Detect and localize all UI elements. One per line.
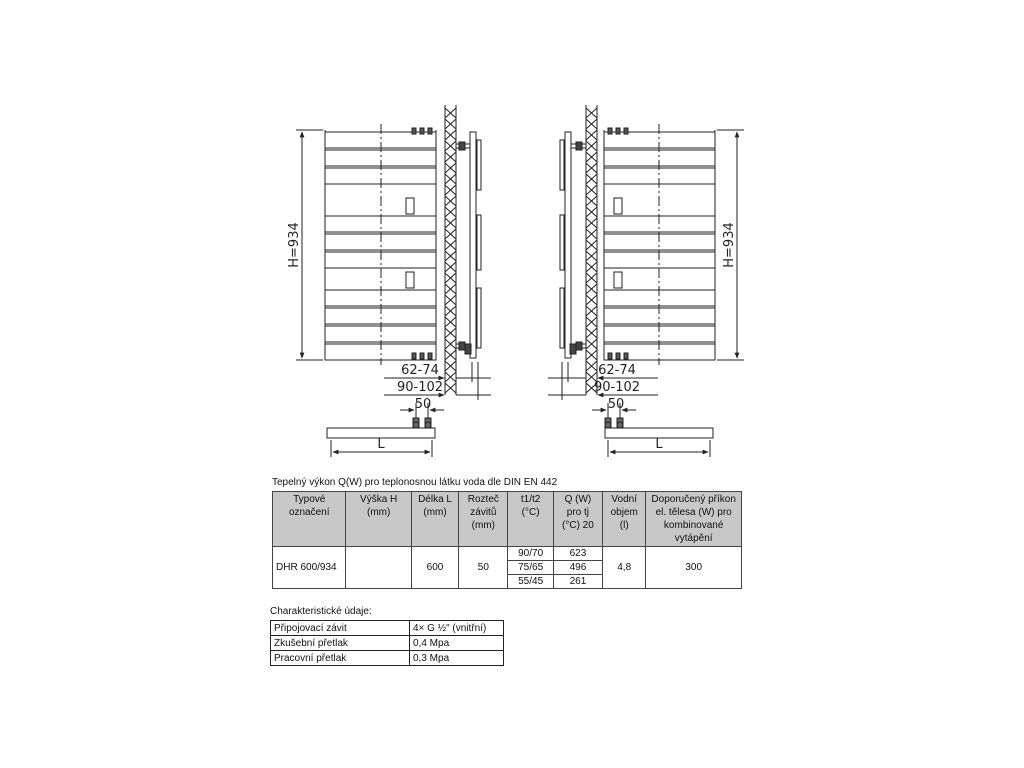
length-label-left: L (377, 437, 385, 452)
performance-table (272, 491, 742, 589)
header-length: Délka L (mm) (411, 492, 458, 547)
thread-spacing-left: 50 (414, 397, 432, 412)
connection-range-right: 62-74 (598, 363, 636, 378)
header-power: Doporučený příkon el. tělesa (W) pro kombinované vytápění (646, 492, 742, 547)
char-value: 0,4 Mpa (410, 636, 504, 651)
header-type: Typové označení (273, 492, 346, 547)
header-volume: Vodní objem (l) (603, 492, 646, 547)
performance-header-row (273, 492, 742, 547)
header-height: Výška H (mm) (346, 492, 411, 547)
header-temps: t1/t2 (°C) (508, 492, 553, 547)
height-label-right: H=934 (722, 222, 737, 268)
cell-volume: 4,8 (603, 547, 646, 589)
left-front-view (296, 124, 436, 365)
connection-range-left: 62-74 (401, 363, 439, 378)
depth-range-right: 90-102 (593, 380, 641, 395)
table-row (271, 651, 504, 666)
length-label-right: L (655, 437, 663, 452)
char-value: 4× G ½" (vnitřní) (410, 621, 504, 636)
characteristics-table (270, 620, 504, 666)
cell-temps: 90/70 (508, 547, 553, 561)
header-spacing: Rozteč závitů (mm) (459, 492, 508, 547)
cell-temps: 75/65 (508, 561, 553, 575)
cell-power: 300 (646, 547, 742, 589)
table-row (271, 636, 504, 651)
char-label: Připojovací závit (271, 621, 410, 636)
char-label: Zkušební přetlak (271, 636, 410, 651)
header-output: Q (W) pro tj (°C) 20 (553, 492, 602, 547)
cell-type: DHR 600/934 (273, 547, 346, 589)
cell-spacing: 50 (459, 547, 508, 589)
cell-output: 261 (553, 575, 602, 589)
characteristics-caption: Charakteristické údaje: (270, 606, 372, 617)
cell-output: 623 (553, 547, 602, 561)
char-value: 0,3 Mpa (410, 651, 504, 666)
performance-caption: Tepelný výkon Q(W) pro teplonosnou látku voda dle DIN EN 442 (272, 477, 558, 488)
table-row (273, 547, 742, 561)
char-label: Pracovní přetlak (271, 651, 410, 666)
cell-temps: 55/45 (508, 575, 553, 589)
cell-output: 496 (553, 561, 602, 575)
table-row (271, 621, 504, 636)
thread-spacing-right: 50 (607, 397, 625, 412)
cell-height (346, 547, 411, 589)
cell-length: 600 (411, 547, 458, 589)
depth-range-left: 90-102 (396, 380, 444, 395)
height-label-left: H=934 (287, 222, 302, 268)
